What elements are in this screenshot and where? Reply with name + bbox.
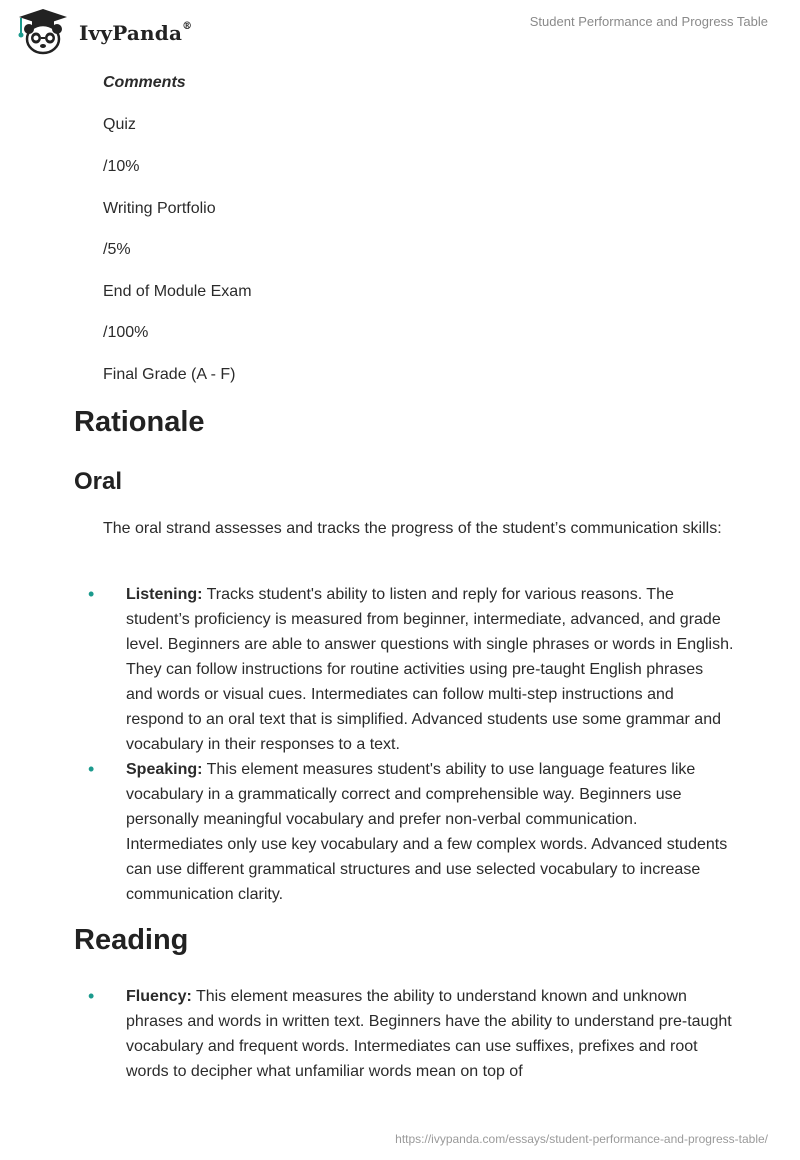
bullet-dot-icon: • (88, 759, 95, 779)
oral-bullet-list (74, 582, 734, 907)
reading-heading: Reading (74, 924, 189, 956)
bullet-term: Fluency: (126, 988, 192, 1005)
bullet-term: Speaking: (126, 761, 203, 778)
bullet-text: This element measures the ability to understand known and unknown phrases and words in written text. Beginners have the ability to understand pre-taught vocabulary and frequent words. Intermediates can use suffixes, prefixes and root words to decipher what unfamiliar words mean on top of (126, 988, 732, 1080)
bullet-dot-icon: • (88, 986, 95, 1006)
bullet-text: This element measures student's ability to use language features like vocabulary in a grammatically correct and comprehensible way. Beginners use personally meaningful vocabulary and prefer non-verbal communication. Intermediates only use key vocabulary and a few complex words. Advanced students can use different grammatical structures and use selected vocabulary to increase communication clarity. (126, 761, 728, 903)
table-row-label: End of Module Exam (103, 283, 252, 300)
panda-logo-icon (15, 7, 71, 57)
list-item (74, 984, 734, 1084)
oral-heading: Oral (74, 468, 123, 495)
rationale-heading: Rationale (74, 406, 205, 438)
source-url[interactable]: https://ivypanda.com/essays/student-performance-and-progress-table/ (395, 1132, 768, 1146)
bullet-term: Listening: (126, 586, 203, 603)
table-row-label: Quiz (103, 116, 136, 133)
bullet-text: Tracks student's ability to listen and reply for various reasons. The student’s proficiency is measured from beginner, intermediate, advanced, and grade level. Beginners are able to answer questions with single phrases or words in English. They can follow instructions for routine activities using pre-taught English phrases and words or visual cues. Intermediates can follow multi-step instructions and respond to an oral text that is simplified. Advanced students use some grammar and vocabulary in their responses to a text. (126, 586, 734, 753)
page-header (0, 0, 800, 66)
document-title: Student Performance and Progress Table (529, 14, 768, 29)
table-row-value: /5% (103, 241, 131, 258)
table-row-value: /100% (103, 324, 149, 341)
brand-name: IvyPanda® (79, 21, 193, 45)
table-row-label: Writing Portfolio (103, 200, 216, 217)
list-item (74, 582, 734, 757)
ivypanda-logo[interactable] (15, 7, 192, 57)
list-item (74, 757, 734, 907)
bullet-dot-icon: • (88, 584, 95, 604)
table-comments-heading: Comments (103, 74, 186, 91)
reading-bullet-list (74, 984, 734, 1084)
table-row-label: Final Grade (A - F) (103, 366, 236, 383)
oral-intro-paragraph: The oral strand assesses and tracks the progress of the student’s communication skills: (103, 520, 722, 537)
table-row-value: /10% (103, 158, 140, 175)
